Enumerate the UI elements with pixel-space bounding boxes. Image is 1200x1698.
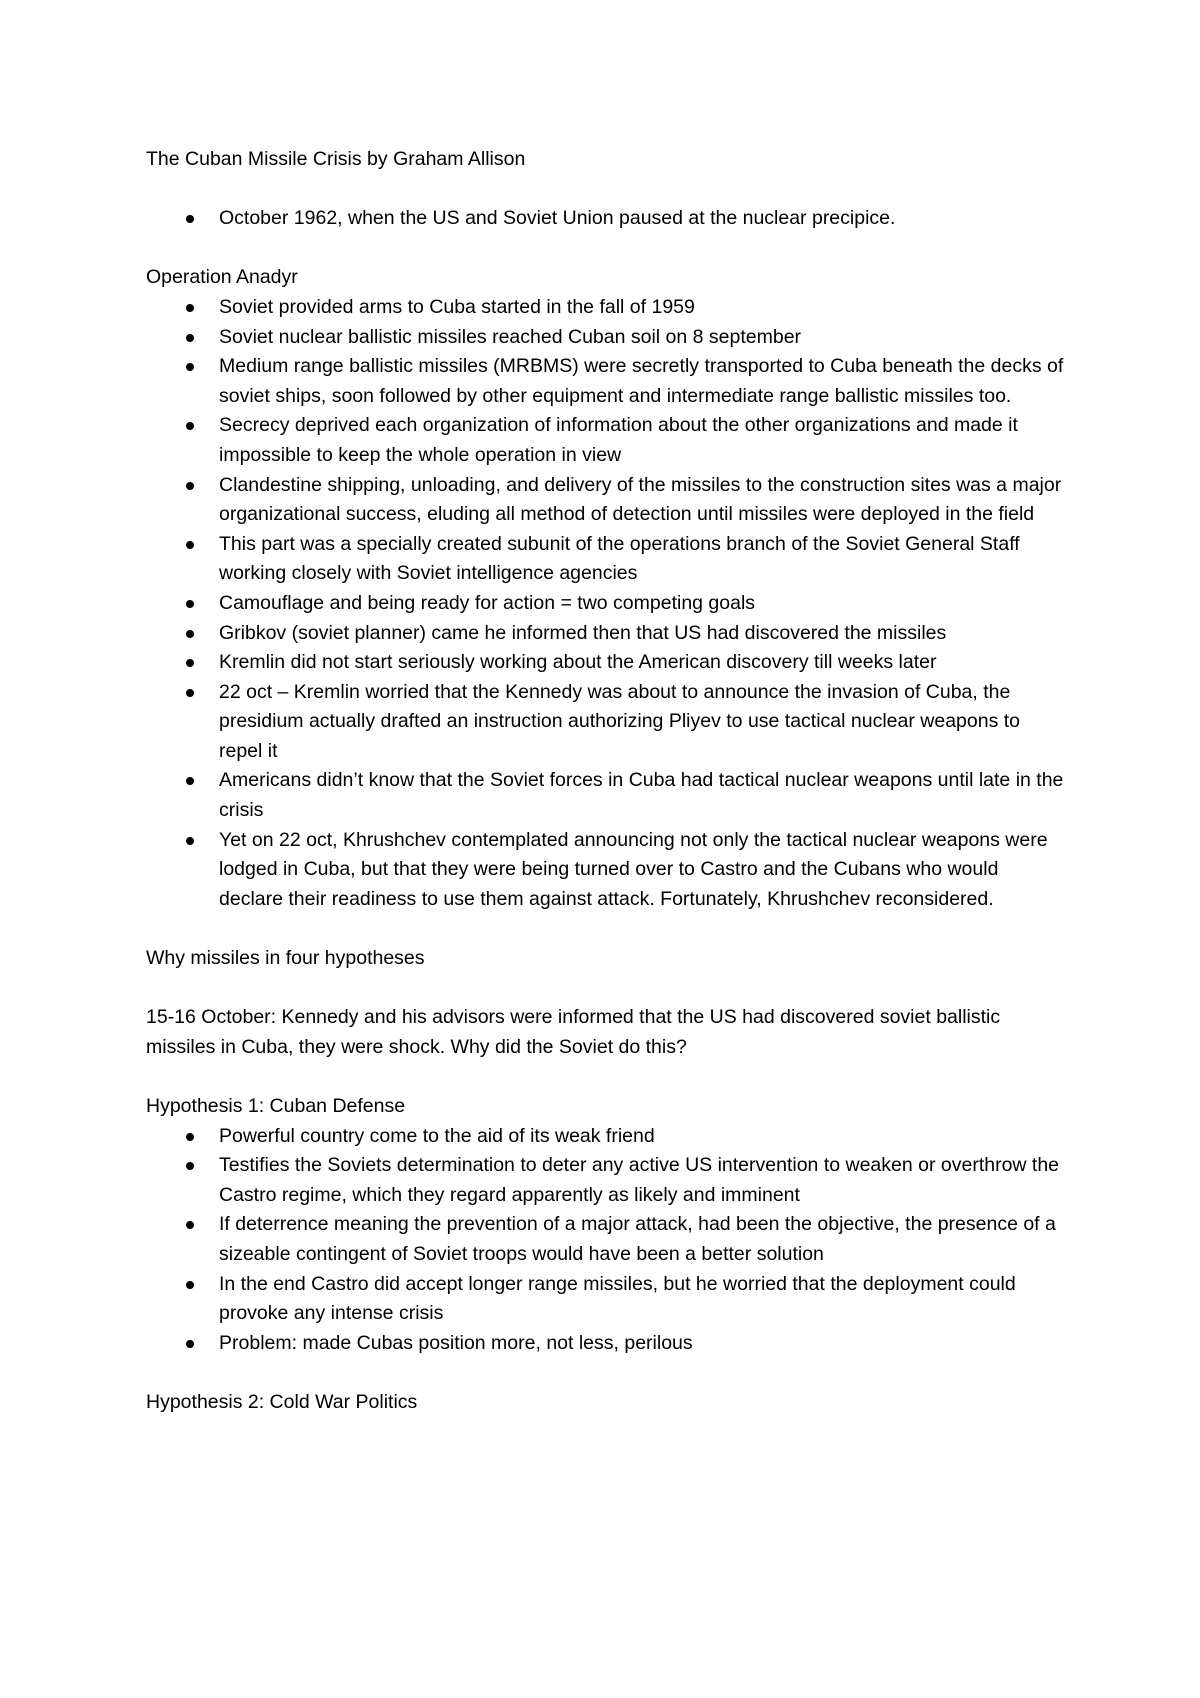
bullet-icon xyxy=(186,334,194,342)
list-item-text: This part was a specially created subunit of the operations branch of the Soviet General Staff working closely with Soviet intelligence agencies xyxy=(219,532,1020,585)
bullet-icon xyxy=(186,630,194,638)
intro-bullet-list xyxy=(146,204,1066,234)
list-item-text: Americans didn’t know that the Soviet forces in Cuba had tactical nuclear weapons until late in the crisis xyxy=(219,769,1064,822)
section-heading-hypothesis-1: Hypothesis 1: Cuban Defense xyxy=(146,1095,406,1117)
anadyr-bullet-list xyxy=(146,293,1066,914)
bullet-icon xyxy=(186,422,194,430)
list-item-text: Problem: made Cubas position more, not less, perilous xyxy=(219,1331,693,1354)
list-item xyxy=(146,619,1066,649)
bullet-icon xyxy=(186,1340,194,1348)
list-item xyxy=(146,530,1066,589)
list-item-text: In the end Castro did accept longer range missiles, but he worried that the deployment could provoke any intense crisis xyxy=(219,1272,1016,1325)
bullet-icon xyxy=(186,600,194,608)
list-item-text: October 1962, when the US and Soviet Union paused at the nuclear precipice. xyxy=(219,207,896,230)
october-paragraph: 15-16 October: Kennedy and his advisors were informed that the US had discovered soviet ballistic missiles in Cuba, they were shock. Why did the Soviet do this? xyxy=(146,1006,1001,1058)
section-heading-anadyr: Operation Anadyr xyxy=(146,266,298,289)
list-item-text: Gribkov (soviet planner) came he informed then that US had discovered the missiles xyxy=(219,621,947,644)
list-item xyxy=(146,766,1066,825)
bullet-icon xyxy=(186,837,194,845)
blank-line xyxy=(146,1062,1066,1092)
list-item xyxy=(146,323,1066,353)
document-title: The Cuban Missile Crisis by Graham Allison xyxy=(146,148,526,170)
list-item xyxy=(146,1270,1066,1329)
list-item-text: Kremlin did not start seriously working about the American discovery till weeks later xyxy=(219,651,937,674)
section-heading-why-missiles: Why missiles in four hypotheses xyxy=(146,947,425,970)
list-item-text: Soviet nuclear ballistic missiles reached Cuban soil on 8 september xyxy=(219,325,802,348)
bullet-icon xyxy=(186,777,194,785)
blank-line xyxy=(146,1358,1066,1388)
bullet-icon xyxy=(186,1162,194,1170)
list-item-text: 22 oct – Kremlin worried that the Kennedy was about to announce the invasion of Cuba, the presidium actually drafted an instruction authorizing Pliyev to use tactical nuclear weapons to repel it xyxy=(219,680,1021,762)
list-item-text: Medium range ballistic missiles (MRBMS) were secretly transported to Cuba beneath the decks of soviet ships, soon followed by other equipment and intermediate range ballistic missiles too. xyxy=(219,355,1064,407)
bullet-icon xyxy=(186,1133,194,1141)
list-item-text: Secrecy deprived each organization of information about the other organizations and made it impossible to keep the whole operation in view xyxy=(219,414,1018,466)
list-item-text: If deterrence meaning the prevention of a major attack, had been the objective, the presence of a sizeable contingent of Soviet troops would have been a better solution xyxy=(219,1213,1056,1265)
list-item xyxy=(146,293,1066,323)
list-item-text: Powerful country come to the aid of its weak friend xyxy=(219,1124,655,1147)
bullet-icon xyxy=(186,659,194,667)
list-item-text: Soviet provided arms to Cuba started in the fall of 1959 xyxy=(219,295,695,318)
list-item xyxy=(146,826,1066,915)
hypothesis-1-bullet-list xyxy=(146,1122,1066,1359)
blank-line xyxy=(146,175,1066,205)
list-item-text: Clandestine shipping, unloading, and delivery of the missiles to the construction sites was a major organizational success, eluding all method of detection until missiles were deployed in the field xyxy=(219,473,1062,526)
list-item xyxy=(146,589,1066,619)
bullet-icon xyxy=(186,689,194,697)
list-item-text: Yet on 22 oct, Khrushchev contemplated announcing not only the tactical nuclear weapons were lodged in Cuba, but that they were being turned over to Castro and the Cubans who would declare their readiness to use them against attack. Fortunately, Khrushchev reconsidered. xyxy=(219,828,1048,910)
bullet-icon xyxy=(186,1281,194,1289)
list-item xyxy=(146,1329,1066,1359)
list-item xyxy=(146,204,1066,234)
list-item xyxy=(146,1122,1066,1152)
blank-line xyxy=(146,914,1066,944)
document-body xyxy=(146,145,1066,1418)
list-item xyxy=(146,1151,1066,1210)
section-heading-hypothesis-2: Hypothesis 2: Cold War Politics xyxy=(146,1390,418,1413)
bullet-icon xyxy=(186,1221,194,1229)
list-item xyxy=(146,648,1066,678)
list-item xyxy=(146,1210,1066,1269)
blank-line xyxy=(146,234,1066,264)
list-item xyxy=(146,678,1066,767)
list-item xyxy=(146,411,1066,470)
bullet-icon xyxy=(186,215,194,223)
bullet-icon xyxy=(186,482,194,490)
bullet-icon xyxy=(186,304,194,312)
list-item-text: Camouflage and being ready for action = two competing goals xyxy=(219,591,756,614)
bullet-icon xyxy=(186,363,194,371)
list-item-text: Testifies the Soviets determination to deter any active US intervention to weaken or overthrow the Castro regime, which they regard apparently as likely and imminent xyxy=(219,1154,1060,1206)
blank-line xyxy=(146,974,1066,1004)
bullet-icon xyxy=(186,541,194,549)
list-item xyxy=(146,352,1066,411)
list-item xyxy=(146,471,1066,530)
